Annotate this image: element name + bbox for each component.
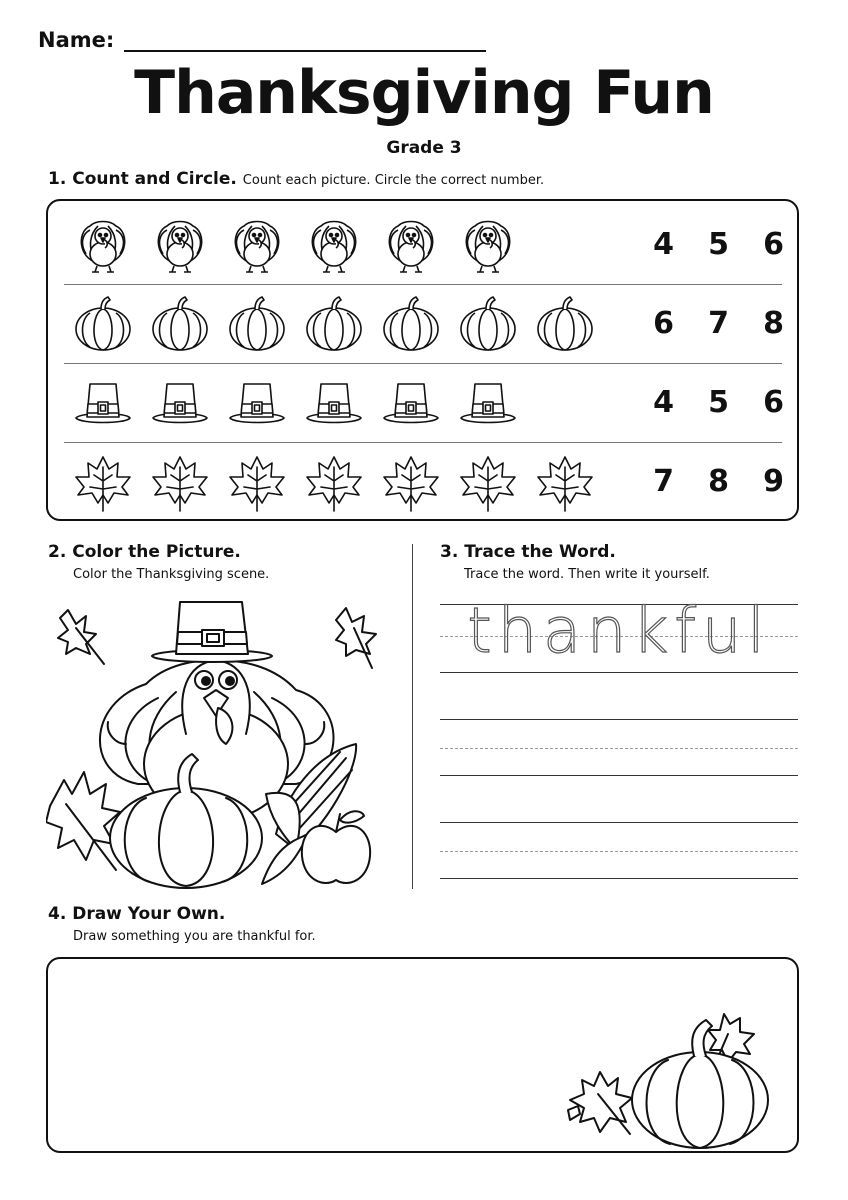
pumpkin-icon: [295, 284, 372, 363]
pumpkin-icon: [372, 284, 449, 363]
pumpkin-icon: [380, 293, 442, 355]
pumpkin-icon: [449, 284, 526, 363]
turkey-icon: [449, 205, 526, 284]
icon-group: [64, 442, 603, 521]
number-choices: [636, 205, 801, 284]
maple-leaf-icon: [449, 442, 526, 521]
turkey-icon: [295, 205, 372, 284]
section3-number: 3.: [440, 542, 459, 562]
leaf-icon: [336, 608, 376, 668]
pilgrim-hat-icon: [372, 363, 449, 442]
column-divider: [412, 544, 413, 889]
number-choices: [636, 363, 801, 442]
section2-heading: [48, 542, 241, 562]
maple-leaf-icon: [149, 451, 211, 513]
thanksgiving-scene-illustration[interactable]: [46, 594, 386, 890]
choice-number[interactable]: 6: [653, 306, 674, 341]
pilgrim-hat-icon: [64, 363, 141, 442]
pumpkin-icon: [226, 293, 288, 355]
pumpkin-icon: [534, 293, 596, 355]
name-label: Name:: [38, 28, 115, 52]
count-and-circle-box: [46, 199, 799, 521]
pilgrim-hat-icon: [295, 363, 372, 442]
choice-number[interactable]: 5: [708, 227, 729, 262]
turkey-icon: [149, 214, 211, 276]
section1-heading: [48, 169, 544, 189]
turkey-icon: [380, 214, 442, 276]
turkey-icon: [226, 214, 288, 276]
writing-line-mid: [440, 851, 798, 852]
pilgrim-hat-icon: [72, 372, 134, 434]
choice-number[interactable]: 9: [763, 464, 784, 499]
count-row-leaves: [64, 442, 782, 521]
choice-number[interactable]: 4: [653, 227, 674, 262]
pilgrim-hat-icon: [303, 372, 365, 434]
maple-leaf-icon: [46, 772, 120, 870]
pumpkin-icon: [303, 293, 365, 355]
section4-instruction: Draw something you are thankful for.: [73, 929, 316, 944]
writing-line-base: [440, 672, 798, 673]
section4-title: Draw Your Own.: [72, 904, 226, 924]
choice-number[interactable]: 6: [763, 227, 784, 262]
count-row-pumpkins: [64, 284, 782, 363]
turkey-icon: [303, 214, 365, 276]
leaf-icon: [58, 610, 104, 664]
pilgrim-hat-icon: [218, 363, 295, 442]
page-title: Thanksgiving Fun: [134, 58, 714, 128]
maple-leaf-icon: [295, 442, 372, 521]
pilgrim-hat-icon: [226, 372, 288, 434]
maple-leaf-icon: [526, 442, 603, 521]
turkey-icon: [141, 205, 218, 284]
number-choices: [636, 284, 801, 363]
pumpkin-icon: [526, 284, 603, 363]
maple-leaf-icon: [380, 451, 442, 513]
count-row-hats: [64, 363, 782, 442]
pilgrim-hat-icon: [141, 363, 218, 442]
maple-leaf-icon: [457, 451, 519, 513]
choice-number[interactable]: 6: [763, 385, 784, 420]
writing-line-top: [440, 719, 798, 720]
section2-instruction: Color the Thanksgiving scene.: [73, 567, 270, 582]
section4-heading: [48, 904, 225, 924]
pumpkin-icon: [218, 284, 295, 363]
pilgrim-hat-icon: [449, 363, 526, 442]
choice-number[interactable]: 8: [763, 306, 784, 341]
section3-heading: [440, 542, 616, 562]
choice-number[interactable]: 8: [708, 464, 729, 499]
maple-leaf-icon: [141, 442, 218, 521]
maple-leaf-icon: [218, 442, 295, 521]
pilgrim-hat-icon: [457, 372, 519, 434]
name-input-line[interactable]: [124, 28, 486, 52]
maple-leaf-icon: [226, 451, 288, 513]
turkey-icon: [457, 214, 519, 276]
pumpkin-icon: [457, 293, 519, 355]
writing-line-base: [440, 878, 798, 879]
writing-line-top: [440, 822, 798, 823]
section1-title: Count and Circle.: [72, 169, 237, 189]
section3-instruction: Trace the word. Then write it yourself.: [464, 567, 710, 582]
pumpkin-icon: [72, 293, 134, 355]
maple-leaf-icon: [303, 451, 365, 513]
choice-number[interactable]: 5: [708, 385, 729, 420]
turkey-icon: [372, 205, 449, 284]
maple-leaf-icon: [534, 451, 596, 513]
maple-leaf-icon: [72, 451, 134, 513]
turkey-icon: [218, 205, 295, 284]
turkey-icon: [64, 205, 141, 284]
section3-title: Trace the Word.: [464, 542, 616, 562]
pumpkin-icon: [141, 284, 218, 363]
count-row-turkeys: [64, 205, 782, 284]
section4-number: 4.: [48, 904, 67, 924]
pilgrim-hat-icon: [149, 372, 211, 434]
writing-line-mid: [440, 748, 798, 749]
choice-number[interactable]: 7: [708, 306, 729, 341]
pumpkin-icon: [64, 284, 141, 363]
choice-number[interactable]: 4: [653, 385, 674, 420]
writing-line-base: [440, 775, 798, 776]
maple-leaf-icon: [64, 442, 141, 521]
pilgrim-hat-icon: [152, 602, 272, 662]
trace-word: thankful: [467, 594, 771, 667]
number-choices: [636, 442, 801, 521]
section1-instruction: Count each picture. Circle the correct number.: [242, 173, 545, 188]
icon-group: [64, 363, 526, 442]
icon-group: [64, 284, 603, 363]
choice-number[interactable]: 7: [653, 464, 674, 499]
turkey-icon: [72, 214, 134, 276]
maple-leaf-icon: [568, 1072, 632, 1134]
maple-leaf-icon: [372, 442, 449, 521]
icon-group: [64, 205, 526, 284]
section1-number: 1.: [48, 169, 67, 189]
name-row: [38, 28, 486, 52]
section2-number: 2.: [48, 542, 67, 562]
grade-label: Grade 3: [386, 138, 462, 158]
pumpkin-leaves-decoration: [560, 1002, 780, 1152]
section2-title: Color the Picture.: [72, 542, 241, 562]
pumpkin-icon: [149, 293, 211, 355]
pilgrim-hat-icon: [380, 372, 442, 434]
